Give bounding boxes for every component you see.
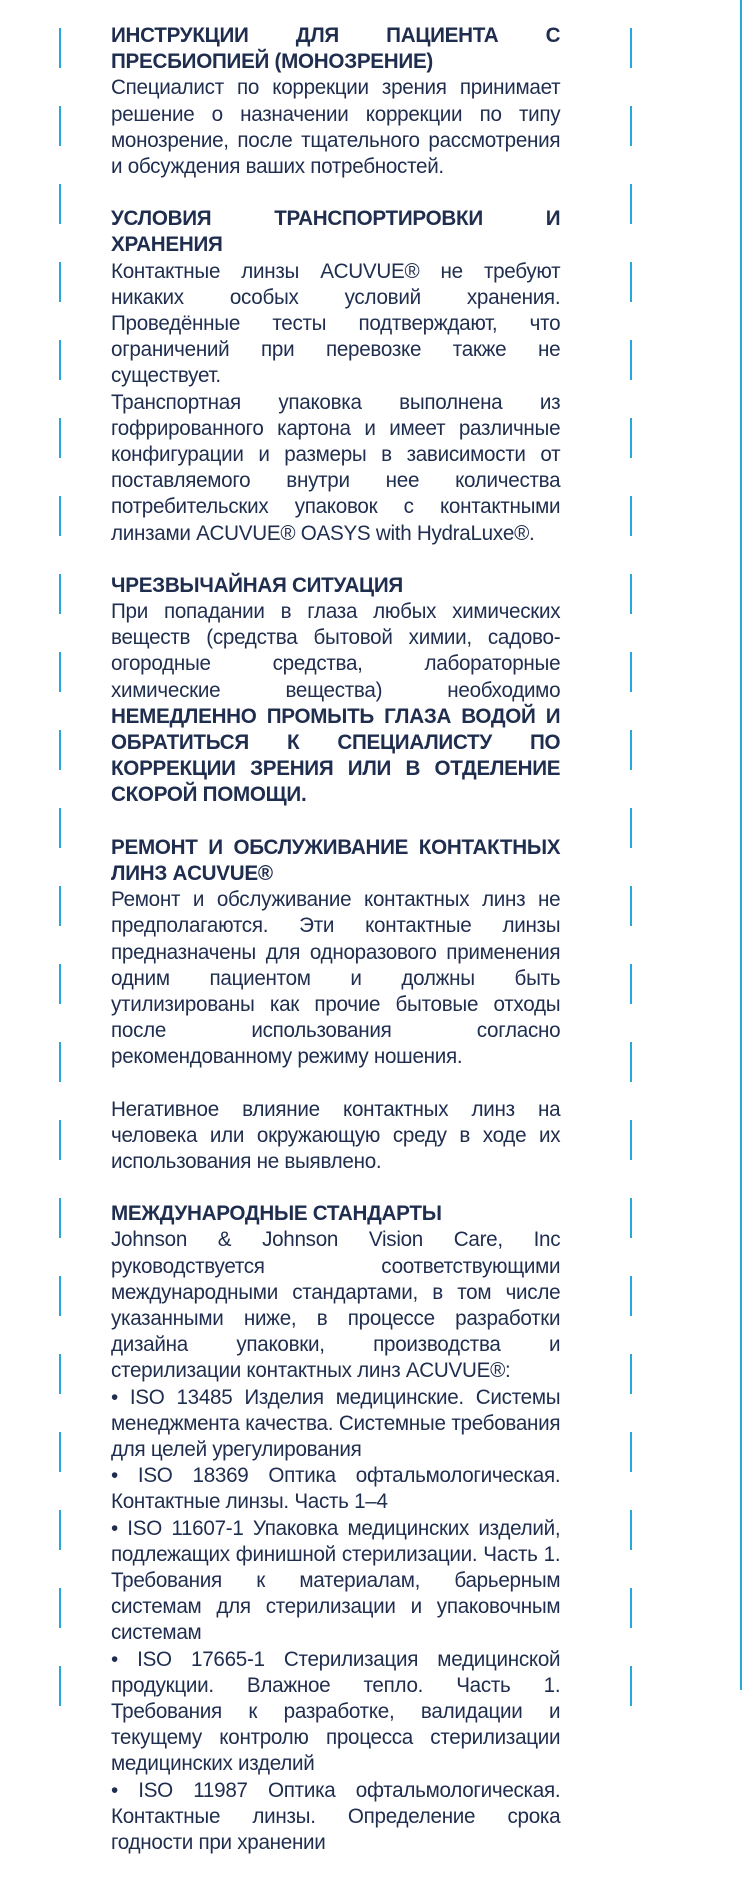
margin-tick — [630, 496, 632, 536]
margin-tick — [59, 262, 61, 302]
section-heading-repair: РЕМОНТ И ОБСЛУЖИВАНИЕ КОНТАКТНЫХ ЛИНЗ ACUVUE® — [111, 834, 561, 885]
section-heading-standards: МЕЖДУНАРОДНЫЕ СТАНДАРТЫ — [111, 1201, 442, 1226]
margin-tick — [59, 418, 61, 458]
margin-tick — [59, 1276, 61, 1316]
section-storage — [111, 205, 560, 546]
emergency-text-bold: НЕМЕДЛЕННО ПРОМЫТЬ ГЛАЗА ВОДОЙ И ОБРАТИТЬСЯ К СПЕЦИАЛИСТУ ПО КОРРЕКЦИИ ЗРЕНИЯ ИЛИ В ОТДЕЛЕНИЕ СКОРОЙ ПОМОЩИ. — [111, 703, 561, 807]
section-heading-storage: УСЛОВИЯ ТРАНСПОРТИРОВКИ И ХРАНЕНИЯ — [111, 206, 561, 257]
standards-list-item: • ISO 11607-1 Упаковка медицинских изделий, подлежащих финишной стерилизации. Часть 1. Требования к материалам, барьерным системам для стерилизации и упаковочным системам — [111, 1515, 561, 1645]
margin-tick — [59, 1198, 61, 1238]
section-text-storage-1: Контактные линзы ACUVUE® не требуют никаких особых условий хранения. Проведённые тесты подтверждают, что ограничений при перевозке также не существует. — [111, 258, 561, 388]
section-standards — [111, 1200, 560, 1855]
margin-tick — [630, 28, 632, 68]
margin-tick — [59, 28, 61, 68]
standards-list — [111, 1384, 560, 1856]
margin-tick — [630, 1510, 632, 1550]
margin-tick — [59, 1120, 61, 1160]
margin-tick — [630, 964, 632, 1004]
margin-tick — [59, 1432, 61, 1472]
margin-tick — [59, 496, 61, 536]
section-heading-presbyopia: ИНСТРУКЦИИ ДЛЯ ПАЦИЕНТА С ПРЕСБИОПИЕЙ (МОНОЗРЕНИЕ) — [111, 23, 561, 74]
section-text-storage-2: Транспортная упаковка выполнена из гофрированного картона и имеет различные конфигурации и размеры в зависимости от поставляемого внутри нее количества потребительских упаковок с контактными линзами ACUVUE® OASYS with HydraLuxe®. — [111, 389, 561, 545]
section-text-repair-2: Негативное влияние контактных линз на человека или окружающую среду в ходе их использования не выявлено. — [111, 1096, 561, 1173]
section-text-standards-intro: Johnson & Johnson Vision Care, Inc руководствуется соответствующими международными стандартами, в том числе указанными ниже, в процессе разработки дизайна упаковки, производства и стерилизации контактных линз ACUVUE®: — [111, 1227, 561, 1383]
margin-tick — [59, 106, 61, 146]
margin-tick — [59, 652, 61, 692]
margin-tick — [630, 1198, 632, 1238]
margin-tick — [59, 1510, 61, 1550]
margin-tick — [59, 964, 61, 1004]
section-text-presbyopia: Специалист по коррекции зрения принимает решение о назначении коррекции по типу монозрение, после тщательного рассмотрения и обсуждения ваших потребностей. — [111, 75, 561, 179]
margin-tick — [59, 808, 61, 848]
margin-tick — [630, 1432, 632, 1472]
section-heading-emergency: ЧРЕЗВЫЧАЙНАЯ СИТУАЦИЯ — [111, 572, 403, 597]
margin-tick — [630, 1120, 632, 1160]
margin-tick — [630, 808, 632, 848]
margin-tick — [59, 574, 61, 614]
standards-list-item: • ISO 13485 Изделия медицинские. Системы менеджмента качества. Системные требования для целей урегулирования — [111, 1384, 561, 1461]
margin-tick — [630, 1666, 632, 1706]
margin-tick — [59, 1354, 61, 1394]
margin-tick — [630, 106, 632, 146]
margin-tick — [59, 340, 61, 380]
margin-tick — [630, 418, 632, 458]
section-emergency — [111, 572, 560, 808]
section-repair — [111, 834, 560, 1174]
standards-list-item: • ISO 17665-1 Стерилизация медицинской продукции. Влажное тепло. Часть 1. Требования к разработке, валидации и текущему контролю процесса стерилизации медицинских изделий — [111, 1646, 561, 1776]
section-presbyopia — [111, 22, 560, 179]
margin-tick — [59, 184, 61, 224]
margin-tick — [630, 1588, 632, 1628]
margin-tick — [630, 652, 632, 692]
margin-tick — [630, 574, 632, 614]
emergency-text-normal: При попадании в глаза любых химических веществ (средства бытовой химии, садово-огородные средства, лабораторные химические вещества) необходимо — [111, 599, 561, 702]
margin-tick — [630, 1276, 632, 1316]
margin-tick — [59, 1588, 61, 1628]
margin-tick — [59, 1666, 61, 1706]
margin-tick — [630, 730, 632, 770]
margin-tick — [59, 1042, 61, 1082]
margin-tick — [630, 1354, 632, 1394]
standards-list-item: • ISO 11987 Оптика офтальмологическая. Контактные линзы. Определение срока годности при хранении — [111, 1777, 561, 1854]
margin-tick — [630, 1042, 632, 1082]
margin-tick — [630, 262, 632, 302]
margin-tick — [59, 886, 61, 926]
page-edge-line — [740, 0, 742, 1690]
margin-tick — [630, 340, 632, 380]
margin-tick — [59, 730, 61, 770]
margin-tick — [630, 886, 632, 926]
margin-tick — [630, 184, 632, 224]
section-text-emergency — [111, 598, 560, 808]
document-body — [111, 22, 560, 1881]
standards-list-item: • ISO 18369 Оптика офтальмологическая. Контактные линзы. Часть 1–4 — [111, 1463, 561, 1514]
section-text-repair-1: Ремонт и обслуживание контактных линз не предполагаются. Эти контактные линзы предназначены для одноразового применения одним пациентом и должны быть утилизированы как прочие бытовые отходы после использования согласно рекомендованному режиму ношения. — [111, 887, 561, 1069]
